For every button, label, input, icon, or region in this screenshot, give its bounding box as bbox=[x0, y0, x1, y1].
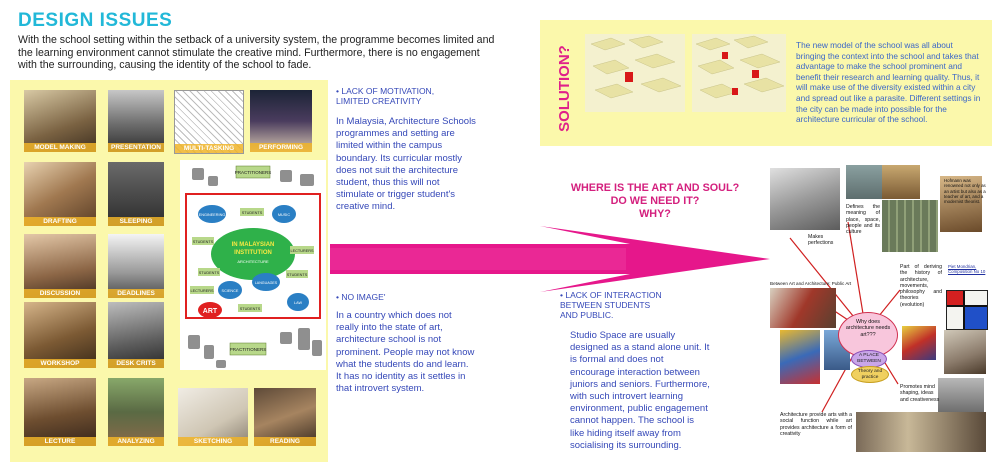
diagram-svg bbox=[180, 160, 326, 370]
theory-text: Theory and practice bbox=[857, 369, 883, 380]
center-line-1: IN MALAYSIAN bbox=[231, 242, 275, 248]
mindmap-promotes: Promotes mind shaping, ideas and creativeness bbox=[900, 384, 940, 403]
mindmap-photo-11 bbox=[938, 378, 984, 414]
node-label: SCIENCE bbox=[221, 289, 239, 293]
node-label: MUSIC bbox=[277, 213, 291, 217]
mindmap-photo-3 bbox=[882, 165, 920, 199]
mindmap-photo-7 bbox=[780, 330, 820, 384]
lack-motivation-heading: • LACK OF MOTIVATION, LIMITED CREATIVITY bbox=[336, 86, 435, 106]
mindmap-photo-12 bbox=[856, 412, 986, 452]
node-label: STUDENTS bbox=[192, 240, 214, 244]
photo-sleeping bbox=[108, 162, 164, 226]
top-practitioners-label: PRACTITIONERS bbox=[234, 170, 272, 175]
node-label: STUDENTS bbox=[286, 273, 308, 277]
lack-motivation-body: In Malaysia, Architecture Schools programmes and setting are limited within the campus boundary. Its curricular mostly does not suit the architecture student, thus this will not stimulate or trigger student's creative mind. bbox=[336, 116, 476, 213]
photo-caption: PERFORMING bbox=[250, 143, 312, 152]
big-arrow bbox=[330, 218, 770, 300]
photo-deadlines bbox=[108, 234, 164, 298]
institution-diagram bbox=[180, 160, 326, 370]
photo-caption: SLEEPING bbox=[108, 217, 164, 226]
photo-lecture bbox=[24, 378, 96, 446]
photo-performing bbox=[250, 90, 312, 152]
mindmap-part-of: Part of deriving the history of architecture, movements, philosophy and theories (evolution) bbox=[900, 264, 942, 308]
photo-sketching bbox=[178, 388, 248, 446]
no-image-heading: • NO IMAGE' bbox=[336, 292, 386, 302]
question-line-2: DO WE NEED IT? bbox=[610, 195, 700, 207]
arrow-highlight bbox=[330, 248, 626, 270]
mindmap-hofmann: Hofmann was renowned not only as an artist but also as a teacher of art, and a modernist theorist. bbox=[944, 178, 986, 205]
photo-model-making bbox=[24, 90, 96, 152]
photo-multi-tasking bbox=[174, 90, 244, 154]
lack-interaction-heading: • LACK OF INTERACTION BETWEEN STUDENTS AND PUBLIC. bbox=[560, 290, 662, 320]
photo-reading bbox=[254, 388, 316, 446]
mindmap-photo-2 bbox=[846, 165, 882, 199]
intro-paragraph: With the school setting within the setback of a university system, the programme becomes limited and the learning environment cannot stimulate the creative mind. Furthermore, there is no engagement with the surrounding, causing the identity of the school to fade. bbox=[18, 34, 495, 71]
page-title: DESIGN ISSUES bbox=[18, 10, 173, 31]
question-line-3: WHY? bbox=[639, 208, 671, 220]
a-place-text: A PLACE BETWEEN bbox=[857, 353, 881, 364]
solution-label-wrap bbox=[555, 42, 573, 138]
center-line-2: INSTITUTION bbox=[234, 250, 272, 256]
node-label: ENGINEERING bbox=[198, 213, 226, 217]
mindmap-photo-4 bbox=[882, 200, 938, 252]
mindmap-piet: Piet Mondrian, Composition No 10 bbox=[948, 264, 986, 275]
bottom-practitioners-label: PRACTITIONERS bbox=[229, 347, 267, 352]
photo-caption: MULTI-TASKING bbox=[175, 144, 243, 153]
mindmap-makes: Makes perfections bbox=[808, 234, 834, 247]
mindmap-defines: Defines the meaning of place, space, people and its culture bbox=[846, 204, 880, 236]
solution-text: The new model of the school was all about bringing the context into the school and takes that advantage to make the school prominent and benefit their research and learning quality. Thus, it will make use of the diversity existed within a city and spread out like a parasite. Different settings in the city can be made into possible for the architecture curricular of the school. bbox=[796, 40, 981, 125]
photo-caption: DEADLINES bbox=[108, 289, 164, 298]
lack-interaction-body: Studio Space are usually designed as a stand alone unit. It is formal and does not encourage interaction between juniors and seniors. Furthermore, with such introvert learning environment, public engagement cannot happen. The school is like hiding itself away from socialising its surrounding. bbox=[570, 330, 710, 451]
photo-caption: SKETCHING bbox=[178, 437, 248, 446]
mindmap-photo-10 bbox=[944, 330, 986, 374]
node-label: LECTURERS bbox=[290, 249, 314, 253]
solution-label: SOLUTION? bbox=[556, 45, 573, 132]
red-block bbox=[625, 72, 633, 82]
no-image-body: In a country which does not really into the state of art, architecture school is not prominent. People may not know what the students do and learn. It has no identity as it settles in that introvert system. bbox=[336, 310, 475, 395]
node-label: LANGUAGES bbox=[254, 281, 278, 285]
art-label: ART bbox=[202, 308, 218, 315]
photo-caption: WORKSHOP bbox=[24, 359, 96, 368]
photo-caption: LECTURE bbox=[24, 437, 96, 446]
art-soul-question bbox=[560, 182, 750, 221]
center-line-3: ARCHITECTURE bbox=[237, 259, 269, 264]
photo-caption: MODEL MAKING bbox=[24, 143, 96, 152]
center-bubble-text: Why does architecture needs art??? bbox=[845, 319, 891, 338]
photo-caption: DESK CRITS bbox=[108, 359, 164, 368]
photo-drafting bbox=[24, 162, 96, 226]
theory-bubble bbox=[851, 366, 889, 383]
photo-caption: DRAFTING bbox=[24, 217, 96, 226]
node-label: STUDENTS bbox=[241, 211, 263, 215]
photo-caption: ANALYZING bbox=[108, 437, 164, 446]
mindmap-photo-6 bbox=[770, 288, 836, 328]
mindmap-photo-9 bbox=[902, 326, 936, 360]
node-label: STUDENTS bbox=[239, 307, 261, 311]
node-label: STUDENTS bbox=[198, 271, 220, 275]
solution-model-1 bbox=[585, 34, 685, 112]
mindmap-between: Between Art and Architecture: Public Art bbox=[770, 281, 852, 286]
node-label: LECTURERS bbox=[190, 289, 214, 293]
mindmap-provide: Architecture provide arts with a social function while art provides architecture a form of creativity bbox=[780, 412, 852, 437]
photo-analyzing bbox=[108, 378, 164, 446]
photo-desk-crits bbox=[108, 302, 164, 368]
photo-presentation bbox=[108, 90, 164, 152]
photo-workshop bbox=[24, 302, 96, 368]
photo-caption: READING bbox=[254, 437, 316, 446]
mindmap-photo-1 bbox=[770, 168, 840, 230]
question-line-1: WHERE IS THE ART AND SOUL? bbox=[570, 182, 740, 194]
photo-caption: PRESENTATION bbox=[108, 143, 164, 152]
solution-model-2 bbox=[692, 34, 786, 112]
mondrian-photo bbox=[946, 290, 988, 330]
node-label: LAW bbox=[293, 301, 303, 305]
photo-caption: DISCUSSION bbox=[24, 289, 96, 298]
photo-discussion bbox=[24, 234, 96, 298]
